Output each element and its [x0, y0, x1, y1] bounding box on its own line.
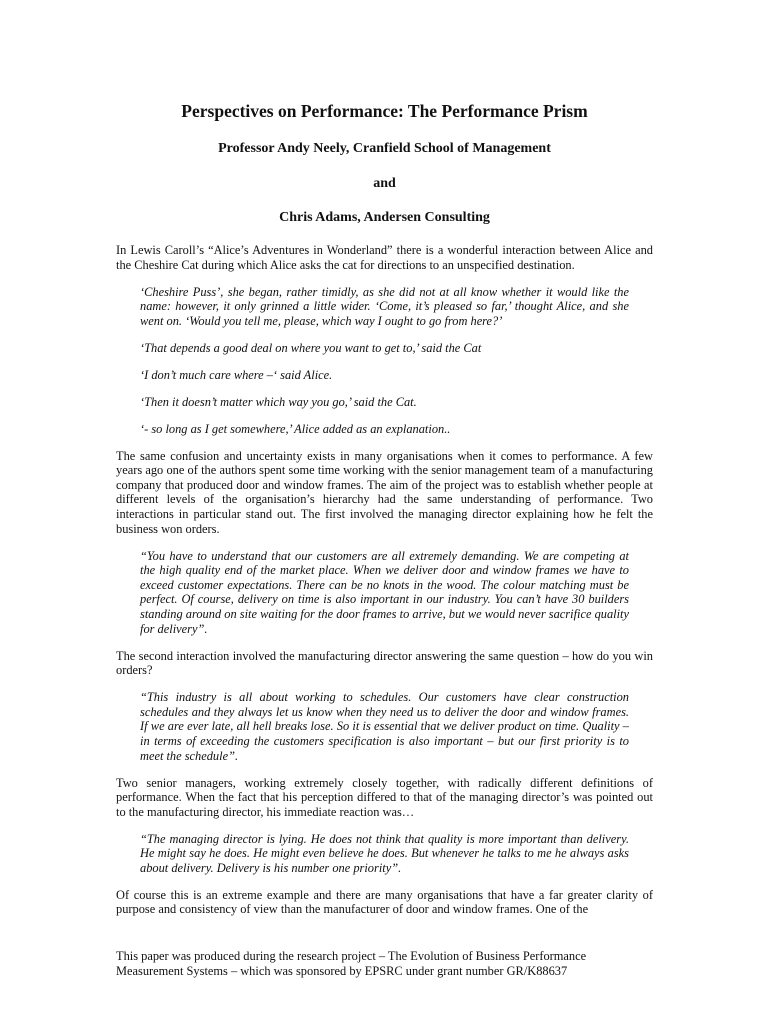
quote-cat-reply-1: ‘That depends a good deal on where you want to get to,’ said the Cat: [140, 340, 482, 355]
paragraph-intro: In Lewis Caroll’s “Alice’s Adventures in Wonderland” there is a wonderful interaction between Alice and the Cheshire Cat during which Alice asks the cat for directions to an unspecified destination.: [116, 243, 653, 272]
author-1: Professor Andy Neely, Cranfield School of Management: [218, 141, 551, 156]
author-2: Chris Adams, Andersen Consulting: [279, 210, 490, 225]
quote-cheshire-puss: ‘Cheshire Puss’, she began, rather timidly, as she did not at all know whether it would like the name: however, it only grinned a little wider. ‘Come, it’s pleased so far,’ thought Alice, and she went on. ‘Would you tell me, please, which way I ought to go from here?’: [140, 284, 629, 328]
author-conjunction: and: [373, 176, 396, 191]
document-title: Perspectives on Performance: The Performance Prism: [181, 101, 588, 121]
paragraph-second-interaction: The second interaction involved the manufacturing director answering the same question – how do you win orders?: [116, 648, 653, 678]
quote-alice-reply-1: ‘I don’t much care where –‘ said Alice.: [140, 367, 333, 382]
quote-managing-director-lying: “The managing director is lying. He does not think that quality is more important than delivery. He might say he does. He might even believe he does. But whenever he talks to me he always asks about delivery. Delivery is his number one priority”.: [140, 831, 629, 875]
quote-alice-reply-2: ‘- so long as I get somewhere,’ Alice added as an explanation..: [140, 421, 451, 436]
quote-manufacturing-director: “This industry is all about working to schedules. Our customers have clear construction schedules and they always let us know when they need us to deliver the door and window frames. If we are ever late, all hell breaks lose. So it is essential that we deliver product on time. Quality – in terms of exceeding the customers specification is also important – but our first priority is to meet the schedule”.: [140, 690, 629, 763]
footnote: This paper was produced during the research project – The Evolution of Business Performance Measurement Systems – which was sponsored by EPSRC under grant number GR/K88637: [116, 949, 587, 978]
paragraph-two-managers: Two senior managers, working extremely closely together, with radically different definitions of performance. When the fact that his perception differed to that of the managing director’s was pointed out to the manufacturing director, his immediate reaction was…: [116, 775, 653, 819]
paragraph-extreme-example: Of course this is an extreme example and there are many organisations that have a far greater clarity of purpose and consistency of view than the manufacturer of door and window frames. One of the: [116, 887, 653, 917]
document-body: [116, 243, 653, 929]
quote-cat-reply-2: ‘Then it doesn’t matter which way you go,’ said the Cat.: [140, 394, 417, 409]
paragraph-confusion: The same confusion and uncertainty exists in many organisations when it comes to performance. A few years ago one of the authors spent some time working with the senior management team of a manufacturing company that produced door and window frames. The aim of the project was to establish whether people at different levels of the organisation’s hierarchy had the same understanding of performance. Two interactions in particular stand out. The first involved the managing director explaining how he felt the business won orders.: [116, 448, 653, 536]
quote-managing-director: “You have to understand that our customers are all extremely demanding. We are competing at the high quality end of the market place. When we deliver door and window frames we have to exceed customer expectations. There can be no knots in the wood. The colour matching must be perfect. Of course, delivery on time is also important in our industry. You can’t have 30 builders standing around on site waiting for the door frames to arrive, but we would never sacrifice quality for delivery”.: [140, 548, 629, 636]
